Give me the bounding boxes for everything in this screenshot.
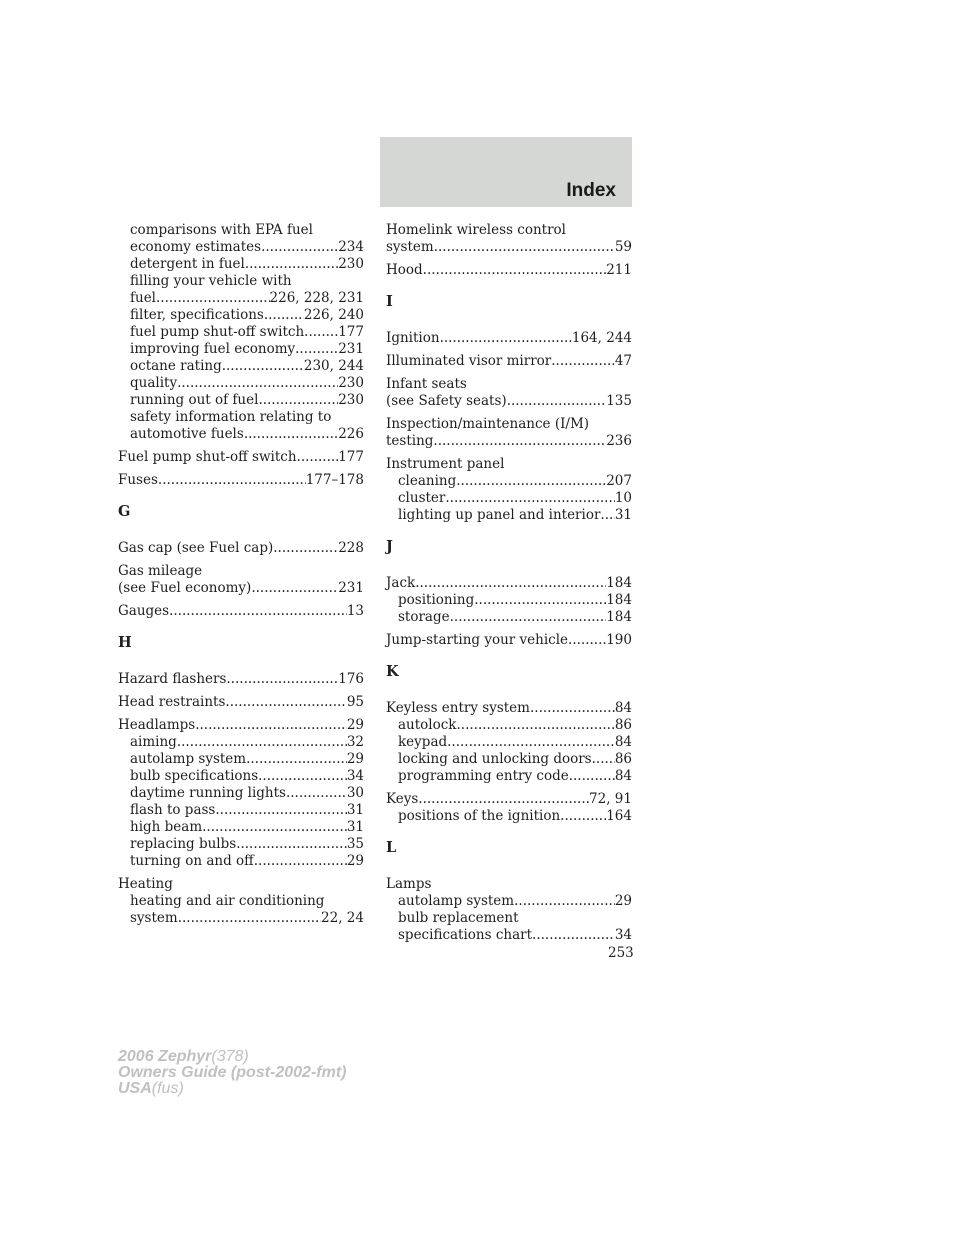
index-letter-heading: K [386, 663, 399, 680]
dot-leader [177, 734, 347, 751]
entry-page-ref: 230 [338, 392, 364, 408]
index-subentry [118, 836, 364, 853]
entry-page-ref: 34 [614, 927, 632, 943]
index-letter-heading: L [386, 839, 397, 856]
index-subentry [386, 592, 632, 609]
entry-page-ref: 184 [606, 592, 632, 608]
entry-label: specifications chart [398, 927, 533, 943]
entry-label: testing [386, 433, 434, 449]
entry-label: Ignition [386, 330, 440, 346]
dot-leader [177, 375, 338, 392]
entry-page-ref: 30 [346, 785, 364, 801]
entry-page-ref: 190 [606, 632, 632, 648]
dot-leader [304, 324, 338, 341]
index-subentry [386, 893, 632, 910]
entry-label: aiming [130, 734, 177, 750]
index-subentry [118, 239, 364, 256]
index-letter-heading: H [118, 634, 132, 651]
index-subentry [386, 927, 632, 944]
footer-market-code: (fus) [151, 1080, 184, 1097]
footer-line-2 [118, 1065, 346, 1081]
entry-label: Head restraints [118, 694, 226, 710]
footer-model: 2006 Zephyr [118, 1048, 212, 1065]
entry-page-ref: 231 [338, 580, 364, 596]
entry-label: daytime running lights [130, 785, 286, 801]
footer-line-1 [118, 1049, 346, 1065]
entry-page-ref: 234 [338, 239, 364, 255]
entry-page-ref: 207 [606, 473, 632, 489]
entry-page-ref: 211 [606, 262, 632, 278]
entry-page-ref: 29 [346, 751, 364, 767]
index-subentry [118, 290, 364, 307]
index-entry-heading: Gas mileage [118, 563, 203, 579]
entry-page-ref: 184 [606, 575, 632, 591]
index-subentry [118, 392, 364, 409]
dot-leader [215, 802, 346, 819]
entry-page-ref: 226 [338, 426, 364, 442]
index-subentry [118, 358, 364, 375]
index-subentry [386, 507, 632, 524]
index-subentry [386, 734, 632, 751]
entry-page-ref: 95 [346, 694, 364, 710]
index-subentry [386, 808, 632, 825]
entry-label: turning on and off [130, 853, 254, 869]
dot-leader [423, 262, 607, 279]
dot-leader [447, 734, 615, 751]
entry-label: cluster [398, 490, 446, 506]
entry-page-ref: 226, 228, 231 [269, 290, 364, 306]
index-entry [118, 540, 364, 557]
entry-page-ref: 47 [614, 353, 632, 369]
index-entry [118, 472, 364, 489]
entry-label: Fuel pump shut-off switch [118, 449, 297, 465]
dot-leader [286, 785, 347, 802]
index-subentry [118, 768, 364, 785]
entry-label: locking and unlocking doors [398, 751, 592, 767]
index-subentry [118, 734, 364, 751]
entry-label: Hood [386, 262, 423, 278]
index-entry-heading: Heating [118, 876, 173, 892]
entry-label: quality [130, 375, 178, 391]
entry-label: Jack [386, 575, 416, 591]
footer-guide: Owners Guide (post-2002-fmt) [118, 1064, 347, 1081]
footer-model-code: (378) [211, 1048, 249, 1065]
entry-page-ref: 230 [338, 375, 364, 391]
dot-leader [450, 609, 607, 626]
entry-page-ref: 228 [338, 540, 364, 556]
dot-leader [202, 819, 347, 836]
entry-label: Illuminated visor mirror [386, 353, 552, 369]
index-subentry [386, 609, 632, 626]
entry-label: Jump-starting your vehicle [386, 632, 569, 648]
entry-page-ref: 31 [346, 802, 364, 818]
dot-leader [156, 290, 270, 307]
dot-leader [245, 256, 338, 273]
index-entry-heading: Inspection/maintenance (I/M) [386, 416, 590, 432]
index-letter-heading: J [386, 538, 393, 555]
entry-page-ref: 32 [346, 734, 364, 750]
dot-leader [222, 358, 304, 375]
index-entry [386, 791, 632, 808]
entry-label: Headlamps [118, 717, 196, 733]
entry-label: storage [398, 609, 450, 625]
page-title: Index [566, 180, 616, 201]
index-subentry [118, 426, 364, 443]
dot-leader [551, 353, 615, 370]
dot-leader [456, 473, 606, 490]
index-subentry [386, 768, 632, 785]
entry-label: (see Fuel economy) [118, 580, 252, 596]
index-entry [386, 353, 632, 370]
dot-leader [474, 592, 606, 609]
index-entry [386, 239, 632, 256]
entry-page-ref: 231 [338, 341, 364, 357]
entry-label: Gas cap (see Fuel cap) [118, 540, 274, 556]
entry-label: keypad [398, 734, 448, 750]
index-entry-text: heating and air conditioning [130, 893, 325, 909]
dot-leader [195, 717, 347, 734]
index-letter-heading: G [118, 503, 131, 520]
index-entry-heading: Homelink wireless control [386, 222, 566, 238]
entry-page-ref: 86 [614, 751, 632, 767]
index-subentry [386, 473, 632, 490]
entry-label: fuel [130, 290, 156, 306]
entry-page-ref: 226, 240 [303, 307, 364, 323]
index-subentry [118, 307, 364, 324]
entry-page-ref: 164 [606, 808, 632, 824]
dot-leader [568, 632, 606, 649]
dot-leader [445, 490, 614, 507]
entry-page-ref: 177 [338, 324, 364, 340]
entry-label: lighting up panel and interior [398, 507, 601, 523]
index-column-left [118, 222, 364, 927]
index-subentry [118, 853, 364, 870]
index-entry [118, 603, 364, 620]
entry-label: replacing bulbs [130, 836, 237, 852]
entry-page-ref: 29 [346, 853, 364, 869]
dot-leader [434, 239, 615, 256]
dot-leader [456, 717, 614, 734]
entry-label: autolamp system [130, 751, 247, 767]
entry-page-ref: 177 [338, 449, 364, 465]
index-subentry [118, 802, 364, 819]
index-entry-text: safety information relating to [130, 409, 332, 425]
entry-page-ref: 230 [338, 256, 364, 272]
dot-leader [532, 927, 615, 944]
entry-page-ref: 31 [614, 507, 632, 523]
dot-leader [169, 603, 347, 620]
dot-leader [418, 791, 589, 808]
index-column-right [386, 222, 632, 944]
dot-leader [244, 426, 338, 443]
entry-label: Keyless entry system [386, 700, 530, 716]
entry-page-ref: 29 [346, 717, 364, 733]
dot-leader [560, 808, 606, 825]
entry-label: flash to pass [130, 802, 216, 818]
entry-page-ref: 135 [606, 393, 632, 409]
index-entry [118, 694, 364, 711]
index-entry-heading: Lamps [386, 876, 432, 892]
index-entry-heading: Instrument panel [386, 456, 505, 472]
index-entry [386, 632, 632, 649]
footer-line-3 [118, 1081, 346, 1097]
header-band [380, 137, 632, 207]
index-entry-heading: Infant seats [386, 376, 467, 392]
entry-label: improving fuel economy [130, 341, 296, 357]
entry-page-ref: 31 [346, 819, 364, 835]
dot-leader [569, 768, 615, 785]
dot-leader [226, 671, 338, 688]
index-entry [386, 433, 632, 450]
entry-label: filter, specifications [130, 307, 264, 323]
dot-leader [178, 910, 321, 927]
index-entry [386, 330, 632, 347]
footer-market: USA [118, 1080, 152, 1097]
index-entry [386, 262, 632, 279]
entry-page-ref: 236 [606, 433, 632, 449]
index-entry [118, 580, 364, 597]
dot-leader [273, 540, 338, 557]
entry-label: running out of fuel [130, 392, 259, 408]
entry-page-ref: 164, 244 [571, 330, 632, 346]
entry-page-ref: 29 [614, 893, 632, 909]
entry-label: octane rating [130, 358, 222, 374]
index-entry [386, 700, 632, 717]
dot-leader [440, 330, 572, 347]
dot-leader [297, 449, 339, 466]
entry-label: system [386, 239, 434, 255]
entry-page-ref: 177–178 [305, 472, 364, 488]
index-subentry [118, 785, 364, 802]
index-entry-text: filling your vehicle with [130, 273, 292, 289]
entry-page-ref: 10 [614, 490, 632, 506]
index-subentry [118, 256, 364, 273]
entry-page-ref: 84 [614, 734, 632, 750]
entry-page-ref: 34 [346, 768, 364, 784]
entry-page-ref: 35 [346, 836, 364, 852]
entry-label: Keys [386, 791, 419, 807]
entry-page-ref: 84 [614, 700, 632, 716]
index-subentry [118, 910, 364, 927]
entry-page-ref: 176 [338, 671, 364, 687]
dot-leader [433, 433, 606, 450]
entry-label: positions of the ignition [398, 808, 561, 824]
entry-label: detergent in fuel [130, 256, 245, 272]
dot-leader [600, 507, 614, 524]
index-subentry [386, 717, 632, 734]
entry-label: automotive fuels [130, 426, 244, 442]
entry-label: autolamp system [398, 893, 515, 909]
dot-leader [295, 341, 338, 358]
entry-page-ref: 72, 91 [589, 791, 632, 807]
entry-label: high beam [130, 819, 203, 835]
entry-label: autolock [398, 717, 457, 733]
index-entry [118, 671, 364, 688]
entry-label: fuel pump shut-off switch [130, 324, 305, 340]
entry-label: cleaning [398, 473, 457, 489]
dot-leader [225, 694, 346, 711]
footer [118, 1049, 346, 1097]
dot-leader [158, 472, 306, 489]
entry-label: Hazard flashers [118, 671, 227, 687]
index-subentry [118, 341, 364, 358]
index-entry-text: bulb replacement [398, 910, 519, 926]
entry-page-ref: 59 [614, 239, 632, 255]
index-entry [118, 717, 364, 734]
dot-leader [514, 893, 615, 910]
dot-leader [254, 853, 347, 870]
entry-page-ref: 13 [346, 603, 364, 619]
page-number: 253 [608, 945, 634, 961]
index-entry [386, 393, 632, 410]
index-subentry [386, 751, 632, 768]
dot-leader [258, 768, 347, 785]
entry-page-ref: 86 [614, 717, 632, 733]
entry-label: economy estimates [130, 239, 262, 255]
dot-leader [415, 575, 606, 592]
index-subentry [118, 324, 364, 341]
dot-leader [236, 836, 347, 853]
dot-leader [258, 392, 338, 409]
index-entry [386, 575, 632, 592]
index-subentry [386, 490, 632, 507]
index-letter-heading: I [386, 293, 393, 310]
index-entry-text: comparisons with EPA fuel [130, 222, 313, 238]
entry-label: programming entry code [398, 768, 569, 784]
dot-leader [530, 700, 615, 717]
dot-leader [261, 239, 338, 256]
dot-leader [507, 393, 607, 410]
index-subentry [118, 375, 364, 392]
entry-page-ref: 230, 244 [303, 358, 364, 374]
dot-leader [246, 751, 347, 768]
entry-label: system [130, 910, 178, 926]
entry-label: (see Safety seats) [386, 393, 507, 409]
index-subentry [118, 819, 364, 836]
entry-page-ref: 22, 24 [321, 910, 364, 926]
entry-label: Fuses [118, 472, 158, 488]
dot-leader [264, 307, 304, 324]
entry-label: bulb specifications [130, 768, 259, 784]
dot-leader [592, 751, 615, 768]
index-subentry [118, 751, 364, 768]
index-entry [118, 449, 364, 466]
entry-page-ref: 84 [614, 768, 632, 784]
entry-page-ref: 184 [606, 609, 632, 625]
entry-label: positioning [398, 592, 475, 608]
entry-label: Gauges [118, 603, 170, 619]
dot-leader [251, 580, 338, 597]
